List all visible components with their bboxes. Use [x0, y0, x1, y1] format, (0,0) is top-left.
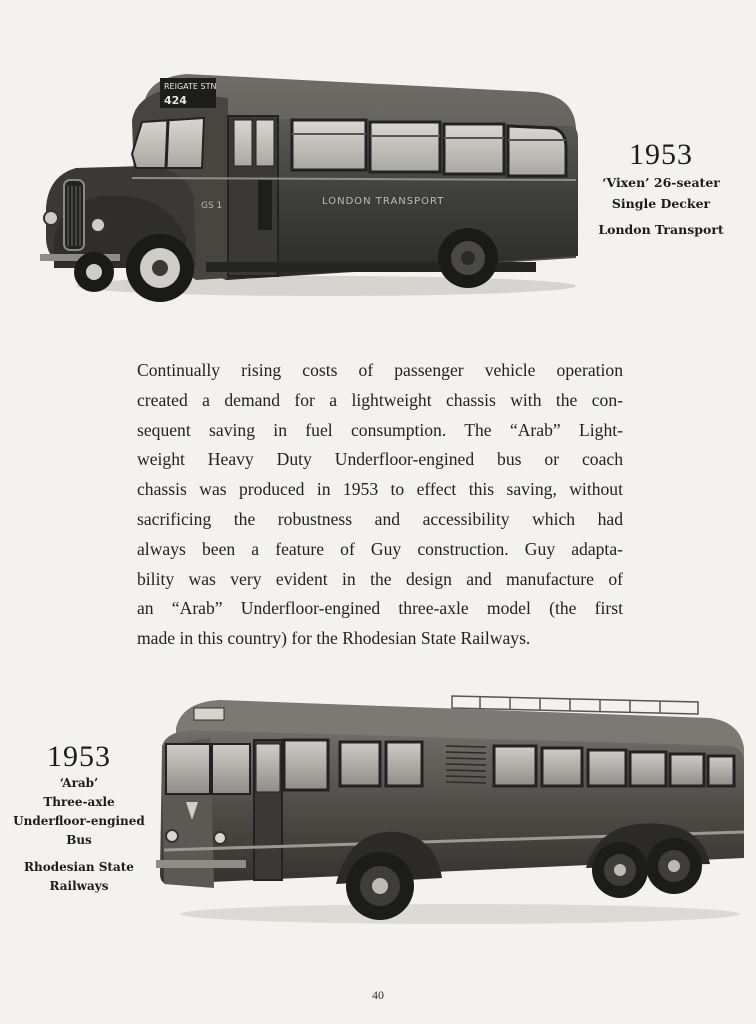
body-line: sequent saving in fuel consumption. The “Arab” Light-: [137, 419, 623, 440]
bottom-caption-line5: Rhodesian State: [24, 860, 134, 874]
top-bus-photo: [36, 68, 584, 313]
body-line: Continually rising costs of passenger vehicle operation: [137, 360, 623, 380]
side-lettering: LONDON TRANSPORT: [322, 196, 445, 207]
destination-blind: REIGATE STN: [164, 82, 217, 91]
bottom-caption: [6, 740, 152, 896]
body-line: weight Heavy Duty Underfloor-engined bus or coach: [137, 449, 623, 470]
bottom-caption-line1: ‘Arab’: [59, 776, 99, 790]
top-caption-line2: Single Decker: [611, 196, 711, 211]
fleet-number: GS 1: [201, 201, 223, 211]
top-caption: [586, 138, 736, 240]
body-line: sacrificing the robustness and accessibility which had: [137, 508, 623, 529]
gs-bus-illustration: [36, 68, 584, 313]
body-line: bility was very evident in the design and manufacture of: [137, 568, 623, 589]
body-line: made in this country) for the Rhodesian State Railways.: [137, 628, 531, 649]
body-line: created a demand for a lightweight chassis with the con-: [137, 389, 623, 410]
top-caption-year: 1953: [629, 138, 693, 171]
top-caption-line1: ‘Vixen’ 26-seater: [602, 175, 720, 190]
body-line: chassis was produced in 1953 to effect this saving, without: [137, 479, 623, 500]
bottom-caption-line3: Underfloor-engined: [13, 814, 145, 828]
bottom-caption-year: 1953: [47, 740, 111, 773]
body-line: always been a feature of Guy construction. Guy adapta-: [137, 538, 623, 559]
arab-bus-illustration: [150, 688, 750, 936]
route-number: 424: [164, 94, 187, 107]
bottom-caption-line4: Bus: [66, 833, 92, 847]
bottom-bus-photo: [150, 688, 750, 936]
bottom-caption-line6: Railways: [49, 879, 109, 893]
body-line: an “Arab” Underfloor-engined three-axle model (the first: [137, 598, 623, 619]
page-number: 40: [372, 988, 384, 1002]
body-paragraph: [137, 356, 623, 654]
bottom-caption-line2: Three-axle: [43, 795, 115, 809]
top-caption-line3: London Transport: [598, 222, 724, 237]
